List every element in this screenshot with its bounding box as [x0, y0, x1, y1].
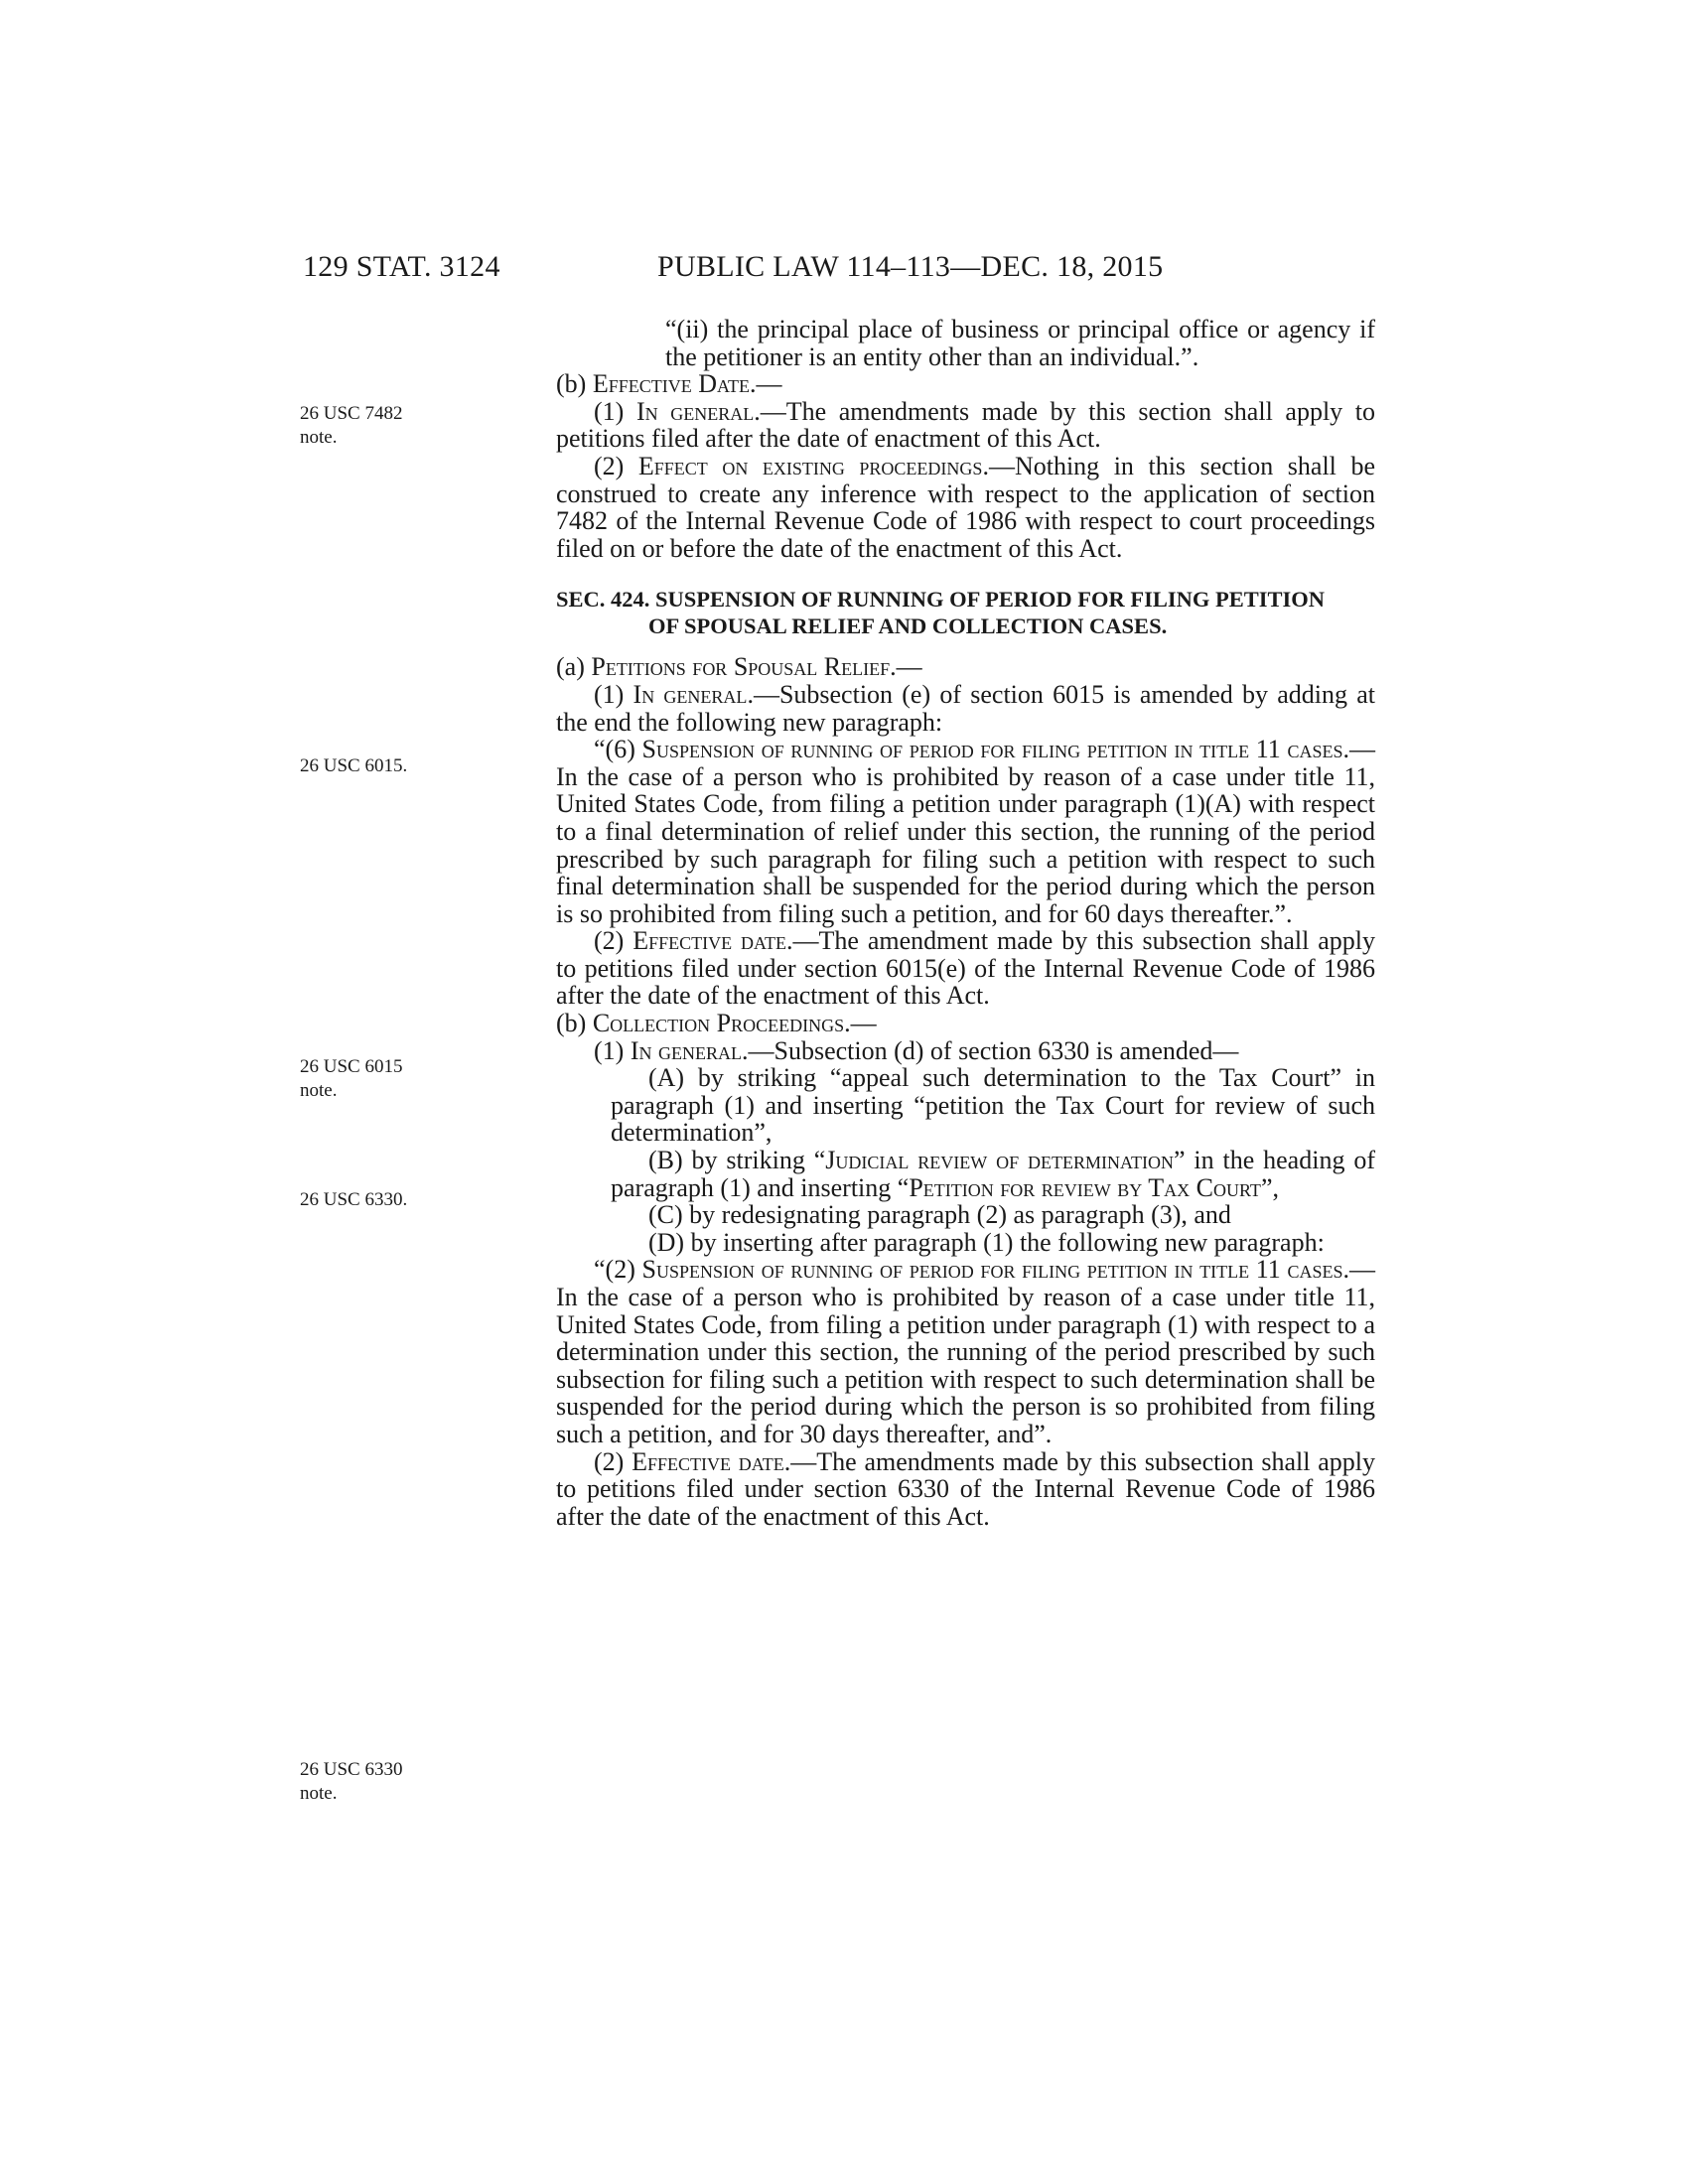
clause-A: (A) by striking “appeal such determination to the Tax Court” in paragraph (1) and inserting “petition the Tax Court for review of such determination”,	[611, 1063, 1375, 1148]
quoted-paragraph-6: “(6) Suspension of running of period for filing petition in title 11 cases.—In the case of a person who is prohibited by reason of a case under title 11, United States Code, from filing a petition under paragraph (1)(A) with respect to a final determination of relief under this section, the running of the period prescribed by such paragraph for filing such a petition with respect to such final determination shall be suspended for the period during which the person is so prohibited from filing such a petition, and for 60 days thereafter.”.	[556, 735, 1376, 928]
quoted-paragraph-2: “(2) Suspension of running of period for filing petition in title 11 cases.—In the case of a person who is prohibited by reason of a case under title 11, United States Code, from filing a petition under paragraph (1) with respect to a determination under this section, the running of the period prescribed by such subsection for filing such a petition with respect to such determination shall be suspended for the period during which the person is so prohibited from filing such a petition, and for 30 days thereafter, and”.	[556, 1255, 1376, 1448]
paragraph-a1: (1) In general.—Subsection (e) of section 6015 is amended by adding at the end the following new paragraph:	[556, 679, 1375, 737]
clause-C: (C) by redesignating paragraph (2) as paragraph (3), and	[648, 1200, 1231, 1230]
clause-D: (D) by inserting after paragraph (1) the following new paragraph:	[648, 1227, 1325, 1257]
margin-note: 26 USC 7482 note.	[300, 403, 403, 448]
body-text	[556, 316, 1375, 1530]
paragraph-a2: (2) Effective date.—The amendment made by this subsection shall apply to petitions filed under section 6015(e) of the Internal Revenue Code of 1986 after the date of the enactment of this Act.	[556, 926, 1375, 1011]
paragraph-b1: (1) In general.—The amendments made by this section shall apply to petitions filed after the date of enactment of this Act.	[556, 396, 1375, 454]
subsection-a-heading: (a) Petitions for Spousal Relief.—	[556, 652, 922, 682]
paragraph-b2: (2) Effect on existing proceedings.—Nothing in this section shall be construed to create any inference with respect to the application of section 7482 of the Internal Revenue Code of 1986 with respect to court proceedings filed on or before the date of the enactment of this Act.	[556, 451, 1375, 563]
subsection-b-heading: (b) Effective Date.—	[556, 369, 782, 399]
margin-note: 26 USC 6015 note.	[300, 1056, 403, 1101]
section-heading: SEC. 424. SUSPENSION OF RUNNING OF PERIOD FOR FILING PETITION OF SPOUSAL RELIEF AND COLLECTION CASES.	[556, 587, 1326, 639]
clause-B: (B) by striking “Judicial review of determination” in the heading of paragraph (1) and inserting “Petition for review by Tax Court”,	[611, 1146, 1375, 1202]
margin-note: 26 USC 6330 note.	[300, 1759, 403, 1804]
paragraph-bb1: (1) In general.—Subsection (d) of section 6330 is amended—	[594, 1035, 1239, 1065]
margin-note: 26 USC 6015.	[300, 755, 408, 776]
subsection-b-collection-heading: (b) Collection Proceedings.—	[556, 1009, 877, 1038]
margin-note: 26 USC 6330.	[300, 1189, 408, 1210]
paragraph-ii: “(ii) the principal place of business or principal office or agency if the petitioner is an entity other than an individual.”.	[665, 315, 1375, 371]
paragraph-bb2: (2) Effective date.—The amendments made by this subsection shall apply to petitions filed under section 6330 of the Internal Revenue Code of 1986 after the date of the enactment of this Act.	[556, 1446, 1375, 1531]
statute-page-number: 129 STAT. 3124	[303, 250, 500, 283]
running-head: PUBLIC LAW 114–113—DEC. 18, 2015	[657, 250, 1164, 283]
